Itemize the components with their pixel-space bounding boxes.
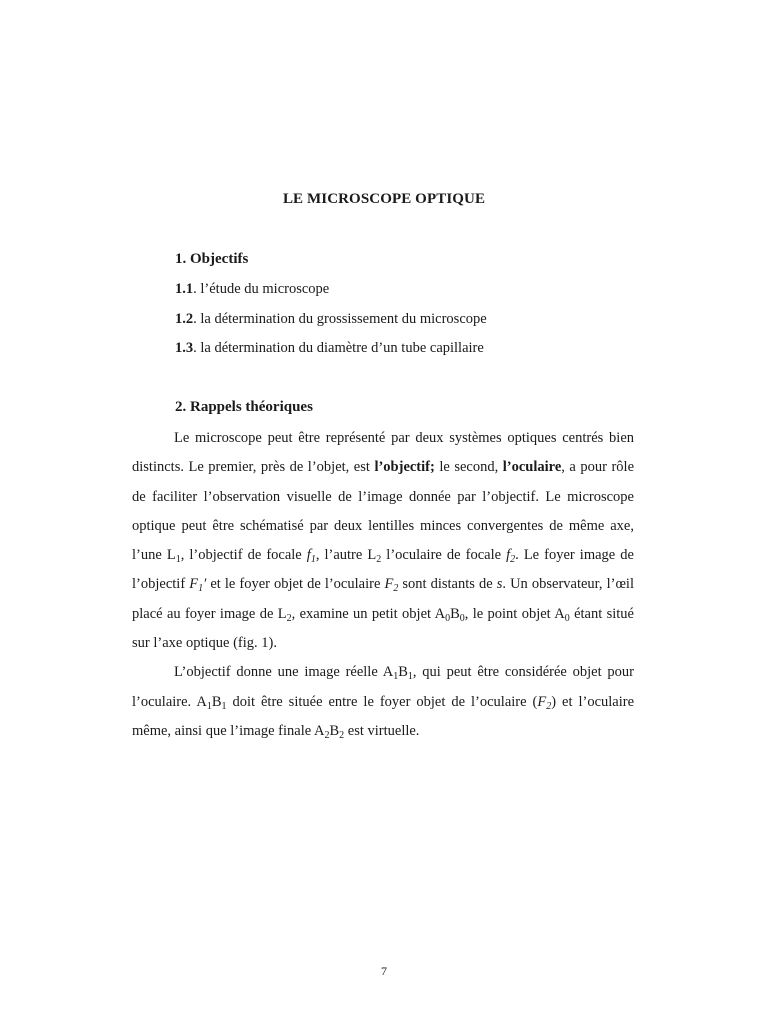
text-run: B (211, 693, 222, 710)
objective-text: . la détermination du diamètre d’un tube capillaire (193, 340, 484, 356)
subscript: 2 (286, 612, 292, 624)
subscript: 1 (198, 583, 204, 595)
section-heading-objectifs: 1. Objectifs (175, 251, 249, 267)
text-run: , l’objectif de focale (180, 547, 307, 564)
body-text (132, 424, 634, 746)
text-run: doit être située entre le foyer objet de l’oculaire ( (226, 693, 538, 710)
math-symbol: f (506, 547, 511, 564)
objective-number: 1.3 (175, 340, 194, 356)
subscript: 1 (393, 671, 399, 683)
math-symbol: F (189, 576, 199, 593)
section-heading-rappels: 2. Rappels théoriques (175, 399, 313, 415)
text-run: sont distants de (398, 576, 497, 593)
subscript: 0 (445, 612, 451, 624)
page-number: 7 (381, 964, 387, 978)
subscript: 2 (376, 554, 382, 566)
objective-item (175, 340, 484, 357)
subscript: 2 (393, 583, 399, 595)
math-F1-prime (189, 576, 207, 595)
subscript: 0 (459, 612, 465, 624)
subscript: 1 (175, 554, 181, 566)
objective-item (175, 281, 329, 298)
math-f1 (306, 547, 316, 566)
subscript: 1 (206, 700, 212, 712)
subscript: 2 (339, 729, 345, 741)
text-run: B (398, 664, 408, 681)
math-F2 (384, 576, 399, 595)
subscript: 0 (564, 612, 570, 624)
text-run: , le point objet A (464, 605, 565, 622)
objective-text: . l’étude du microscope (193, 281, 330, 297)
math-F2 (537, 694, 551, 710)
text-run: . Le foyer image de l’objectif (132, 547, 634, 593)
objective-number: 1.1 (175, 281, 194, 297)
text-run: , qui peut être considérée objet pour l’oculaire. A (132, 664, 634, 710)
text-run: , examine un petit objet A (291, 605, 446, 622)
text-run: . Un observateur, l’œil placé au foyer image de L (132, 576, 634, 622)
document-title: LE MICROSCOPE OPTIQUE (282, 191, 486, 207)
prime-symbol: ′ (203, 576, 207, 593)
subscript: 2 (546, 700, 552, 712)
paragraph-2 (132, 658, 634, 746)
math-symbol: F (537, 693, 547, 710)
text-run: l’oculaire de focale (381, 547, 507, 564)
subscript: 1 (310, 554, 316, 566)
bold-term-oculaire: l’oculaire (502, 459, 562, 476)
subscript: 2 (510, 554, 516, 566)
math-f2 (506, 547, 516, 566)
paragraph-1 (132, 424, 634, 658)
text-run: et le foyer objet de l’oculaire (206, 576, 385, 593)
text-run: est virtuelle. (344, 722, 420, 739)
math-s: s (496, 576, 503, 593)
text-run: B (329, 722, 340, 739)
text-run: L’objectif donne une image réelle A (174, 664, 394, 681)
objective-item (175, 311, 487, 328)
objective-number: 1.2 (175, 311, 194, 327)
text-run: étant situé sur l’axe optique (fig. 1). (132, 605, 634, 652)
text-run: Le microscope peut être représenté par deux systèmes optiques centrés bien distincts. Le premier, près de l’objet, est (132, 430, 634, 476)
objective-text: . la détermination du grossissement du microscope (193, 311, 487, 327)
bold-term-objectif: l’objectif; (374, 459, 435, 476)
math-symbol: f (306, 547, 311, 564)
subscript: 1 (221, 700, 227, 712)
text-run: le second, (434, 459, 503, 476)
math-symbol: F (384, 576, 394, 593)
text-run: ) et l’oculaire même, ainsi que l’image finale A (132, 693, 635, 739)
text-run: B (450, 605, 460, 622)
text-run: , a pour rôle de faciliter l’observation visuelle de l’image donnée par l’objectif. Le microscope optique peut être schématisé par deux lentilles minces convergentes de même axe, l’une L (132, 459, 634, 564)
subscript: 2 (324, 729, 330, 741)
text-run: , l’autre L (315, 547, 377, 564)
subscript: 1 (407, 671, 413, 683)
